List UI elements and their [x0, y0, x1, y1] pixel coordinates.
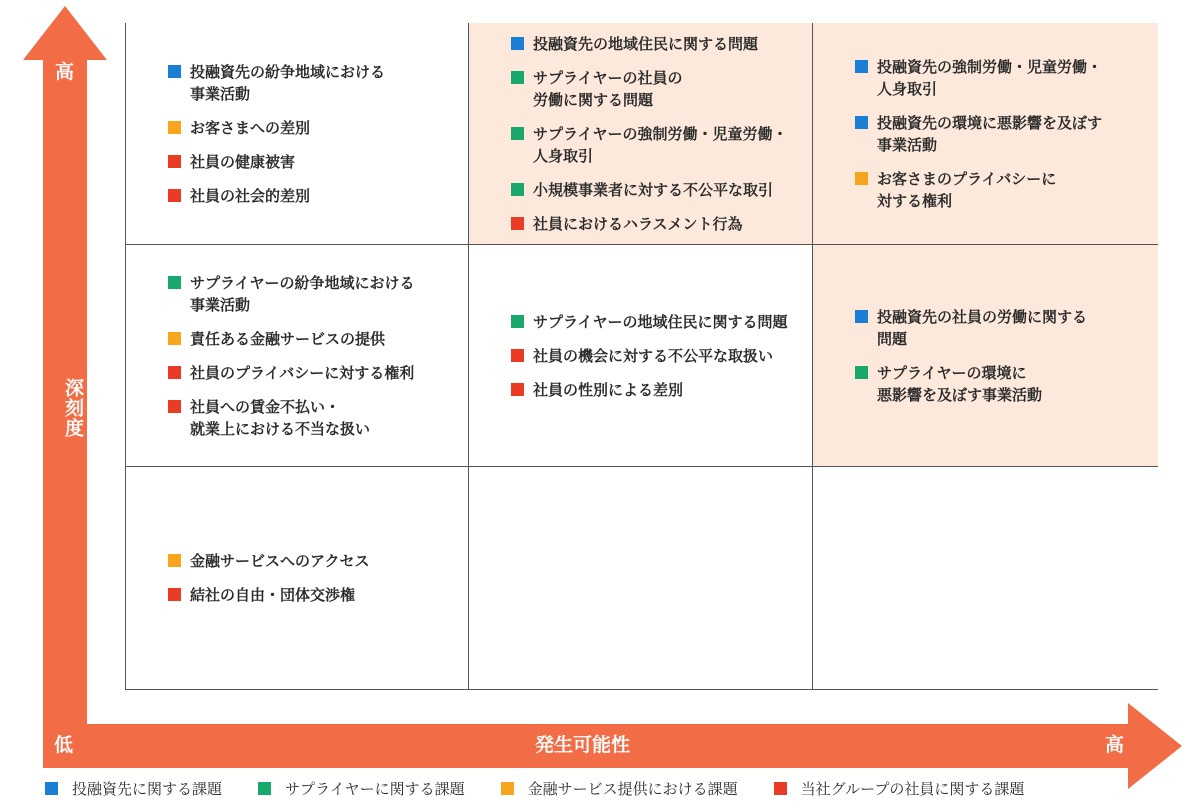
- category-square-icon: [511, 127, 524, 140]
- risk-item-text: 責任ある金融サービスの提供: [190, 329, 386, 348]
- category-square-icon: [511, 349, 524, 362]
- risk-item-text: サプライヤーの紛争地域における 事業活動: [190, 273, 415, 314]
- legend-label: 投融資先に関する課題: [72, 779, 223, 798]
- risk-item: [168, 362, 462, 384]
- risk-item: [511, 311, 806, 333]
- cell-item-list: [855, 23, 1152, 244]
- risk-item-text: 社員の社会的差別: [190, 186, 311, 205]
- cell-item-list: [511, 245, 806, 466]
- y-axis-high-label: 高: [55, 61, 75, 83]
- category-square-icon: [168, 366, 181, 379]
- category-square-icon: [168, 554, 181, 567]
- category-square-icon: [855, 172, 868, 185]
- cell-item-list: [855, 467, 1152, 689]
- risk-item: [168, 151, 462, 173]
- category-square-icon: [168, 588, 181, 601]
- category-square-icon: [168, 65, 181, 78]
- risk-item: [168, 272, 462, 316]
- risk-item: [855, 112, 1152, 156]
- legend-square-icon: [774, 782, 787, 795]
- category-square-icon: [168, 276, 181, 289]
- matrix-cell-low-severity-high-likelihood: [813, 467, 1158, 690]
- risk-item: [511, 33, 806, 55]
- legend-square-icon: [45, 782, 58, 795]
- risk-item-text: お客さまのプライバシーに 対する権利: [877, 169, 1057, 210]
- risk-item-text: 社員におけるハラスメント行為: [533, 214, 743, 233]
- risk-item: [168, 328, 462, 350]
- matrix-cell-high-severity-low-likelihood: [125, 23, 469, 245]
- risk-item-text: 社員の性別による差別: [533, 380, 684, 399]
- risk-item: [855, 306, 1152, 350]
- risk-item-text: お客さまへの差別: [190, 118, 311, 137]
- risk-item-text: サプライヤーの社員の 労働に関する問題: [533, 68, 683, 109]
- legend-label: サプライヤーに関する課題: [285, 779, 465, 798]
- risk-item: [511, 123, 806, 167]
- risk-item: [168, 117, 462, 139]
- risk-item: [511, 67, 806, 111]
- risk-item: [855, 56, 1152, 100]
- risk-item-text: サプライヤーの環境に 悪影響を及ぼす事業活動: [877, 363, 1043, 404]
- risk-item: [855, 362, 1152, 406]
- legend-item-employee: [774, 778, 1025, 799]
- risk-item-text: 社員への賃金不払い・ 就業上における不当な扱い: [190, 397, 371, 438]
- legend-item-investee: [45, 778, 222, 799]
- legend-label: 当社グループの社員に関する課題: [800, 779, 1025, 798]
- category-square-icon: [855, 310, 868, 323]
- risk-item: [168, 396, 462, 440]
- category-square-icon: [511, 217, 524, 230]
- risk-matrix-grid: [125, 23, 1158, 690]
- risk-item-text: 投融資先の社員の労働に関する 問題: [877, 307, 1088, 348]
- risk-item-text: 金融サービスへのアクセス: [190, 552, 370, 570]
- category-square-icon: [855, 116, 868, 129]
- risk-item: [168, 185, 462, 207]
- risk-item: [855, 168, 1152, 212]
- risk-item-text: 社員の機会に対する不公平な取扱い: [533, 346, 774, 365]
- cell-item-list: [511, 23, 806, 244]
- risk-item: [511, 213, 806, 235]
- matrix-cell-medium-severity-high-likelihood: [813, 245, 1158, 467]
- category-square-icon: [168, 332, 181, 345]
- matrix-cell-high-severity-medium-likelihood: [469, 23, 813, 245]
- category-square-icon: [168, 189, 181, 202]
- risk-item: [511, 345, 806, 367]
- legend-square-icon: [258, 782, 271, 795]
- vertical-axis-arrow: [23, 6, 107, 746]
- category-square-icon: [511, 383, 524, 396]
- legend-item-financial: [501, 778, 738, 799]
- risk-item-text: サプライヤーの地域住民に関する問題: [533, 312, 788, 331]
- matrix-cell-low-severity-low-likelihood: [125, 467, 469, 690]
- risk-item: [168, 584, 462, 606]
- matrix-cell-low-severity-medium-likelihood: [469, 467, 813, 690]
- risk-item: [511, 179, 806, 201]
- category-square-icon: [511, 71, 524, 84]
- category-square-icon: [511, 37, 524, 50]
- risk-item-text: 結社の自由・団体交渉権: [190, 586, 356, 604]
- risk-item: [168, 61, 462, 105]
- cell-item-list: [168, 245, 462, 466]
- risk-item-text: 社員のプライバシーに対する権利: [190, 363, 415, 382]
- risk-item-text: 投融資先の紛争地域における 事業活動: [190, 62, 386, 103]
- category-square-icon: [168, 155, 181, 168]
- legend-item-supplier: [258, 778, 465, 799]
- y-axis-title: 深刻度: [62, 378, 84, 438]
- risk-item-text: 投融資先の環境に悪影響を及ぼす 事業活動: [877, 113, 1103, 154]
- x-axis-high-label: 高: [1105, 734, 1125, 756]
- x-axis-low-label: 低: [54, 734, 74, 756]
- risk-item-text: 投融資先の地域住民に関する問題: [533, 34, 759, 53]
- cell-item-list: [511, 467, 806, 689]
- category-square-icon: [511, 183, 524, 196]
- risk-item-text: 投融資先の強制労働・児童労働・ 人身取引: [877, 57, 1103, 98]
- matrix-cell-medium-severity-low-likelihood: [125, 245, 469, 467]
- cell-item-list: [855, 245, 1152, 466]
- legend: [45, 776, 1060, 800]
- matrix-cell-medium-severity-medium-likelihood: [469, 245, 813, 467]
- risk-item-text: 小規模事業者に対する不公平な取引: [533, 180, 774, 199]
- cell-item-list: [168, 23, 462, 244]
- category-square-icon: [855, 60, 868, 73]
- category-square-icon: [168, 121, 181, 134]
- category-square-icon: [168, 400, 181, 413]
- risk-item-text: 社員の健康被害: [190, 152, 296, 171]
- legend-label: 金融サービス提供における課題: [527, 779, 738, 798]
- x-axis-title: 発生可能性: [535, 734, 631, 756]
- risk-item: [168, 550, 462, 572]
- legend-square-icon: [501, 782, 514, 795]
- matrix-cell-high-severity-high-likelihood: [813, 23, 1158, 245]
- risk-item: [511, 379, 806, 401]
- cell-item-list: [168, 467, 462, 689]
- category-square-icon: [511, 315, 524, 328]
- category-square-icon: [855, 366, 868, 379]
- risk-item-text: サプライヤーの強制労働・児童労働・ 人身取引: [533, 124, 788, 165]
